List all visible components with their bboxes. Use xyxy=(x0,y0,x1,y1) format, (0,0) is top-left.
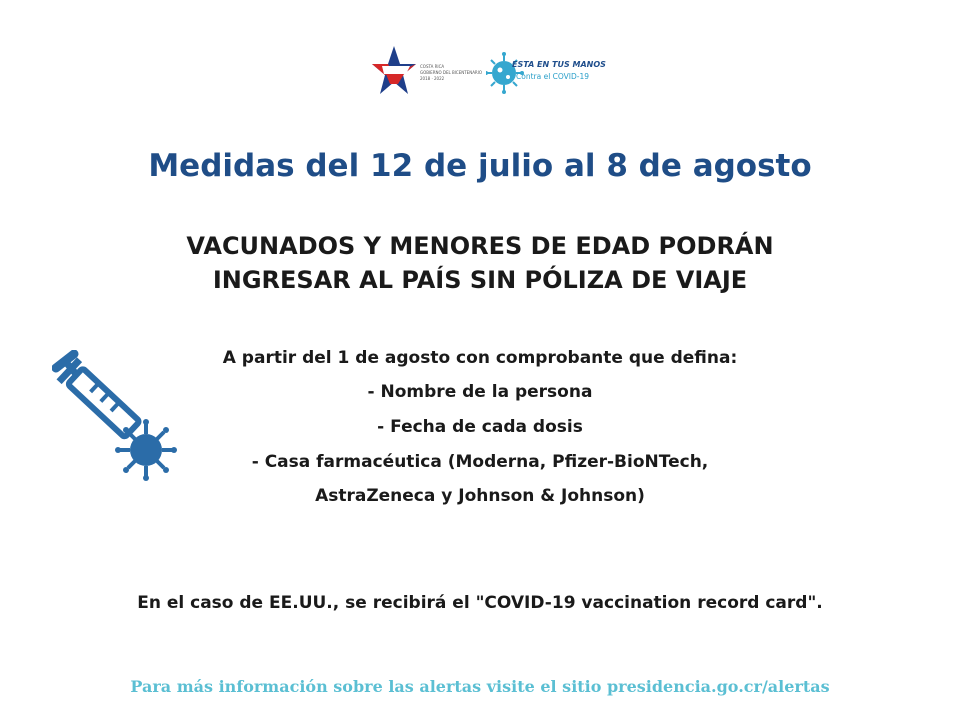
page-title: Medidas del 12 de julio al 8 de agosto xyxy=(148,148,812,184)
campaign-top-text: ESTA EN TUS MANOS xyxy=(512,60,606,69)
campaign-logo xyxy=(486,50,606,96)
gov-years-text: 2018 · 2022 xyxy=(420,76,445,81)
requirements-intro: A partir del 1 de agosto con comprobante que defina: xyxy=(222,348,738,368)
requirement-item: - Casa farmacéutica (Moderna, Pfizer-BioNTech, xyxy=(251,452,709,472)
header-logos xyxy=(0,44,960,100)
headline-line-1: VACUNADOS Y MENORES DE EDAD PODRÁN xyxy=(186,232,774,260)
headline-line-2: INGRESAR AL PAÍS SIN PÓLIZA DE VIAJE xyxy=(212,266,748,294)
headline xyxy=(0,229,960,297)
requirement-item: - Nombre de la persona xyxy=(367,382,593,402)
requirement-item: - Fecha de cada dosis xyxy=(377,417,583,437)
costa-rica-star-logo-icon xyxy=(370,44,418,100)
usa-note: En el caso de EE.UU., se recibirá el "COVID-19 vaccination record card". xyxy=(137,593,823,613)
gov-line-text: GOBIERNO DEL BICENTENARIO xyxy=(420,70,483,75)
government-logo xyxy=(370,44,483,100)
gov-country-text: COSTA RICA xyxy=(420,64,445,69)
requirement-item-continued: AstraZeneca y Johnson & Johnson) xyxy=(315,486,645,506)
footer-info: Para más información sobre las alertas visite el sitio presidencia.go.cr/alertas xyxy=(130,677,830,696)
campaign-bottom-text: Contra el COVID-19 xyxy=(516,72,590,81)
